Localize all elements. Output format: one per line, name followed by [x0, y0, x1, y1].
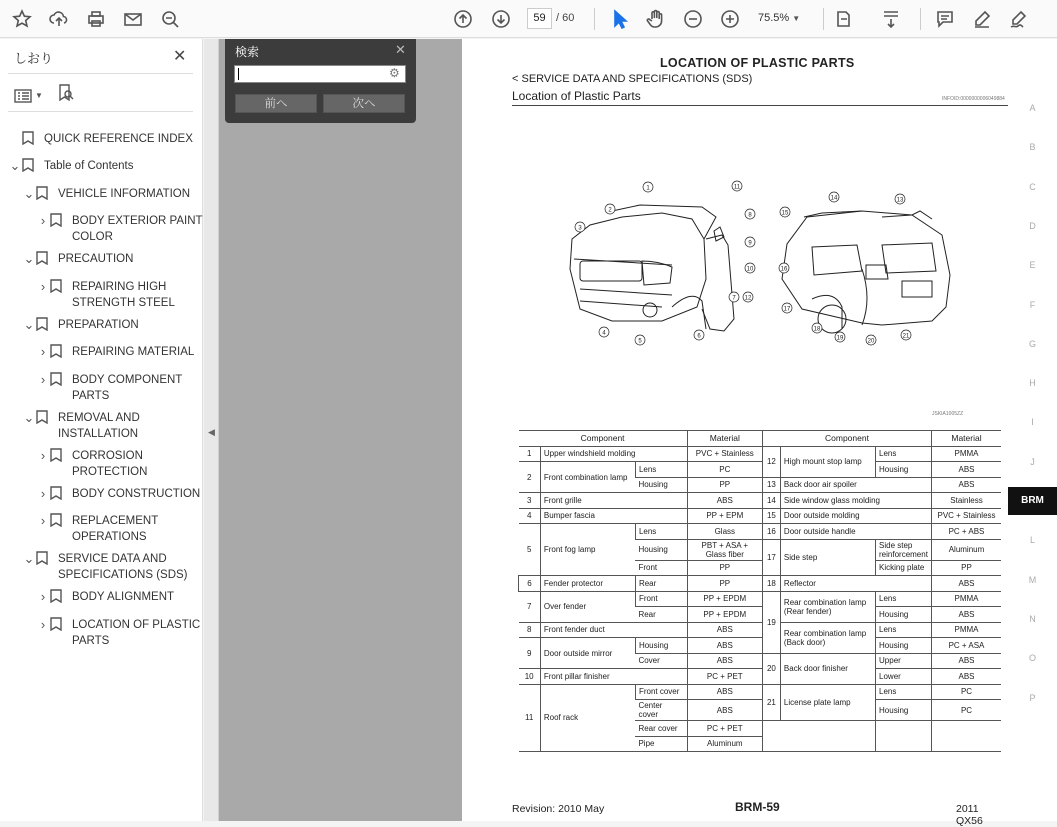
- footer-page-code: BRM-59: [735, 800, 780, 814]
- chevron-right-icon[interactable]: ›: [40, 279, 46, 294]
- chevron-right-icon[interactable]: ›: [40, 448, 46, 463]
- vehicle-illustration: [462, 39, 1008, 419]
- index-tab-m[interactable]: M: [1028, 574, 1037, 585]
- select-cursor-icon[interactable]: [607, 7, 631, 31]
- bookmark-item[interactable]: [8, 158, 203, 174]
- bookmark-label: Table of Contents: [44, 160, 134, 172]
- zoom-search-icon[interactable]: [158, 7, 182, 31]
- page-total: / 60: [556, 12, 575, 24]
- illustration-code: JSKIA1005ZZ: [932, 411, 964, 417]
- index-tab-d[interactable]: D: [1029, 220, 1036, 231]
- mail-icon[interactable]: [121, 7, 145, 31]
- bookmark-label: PREPARATION: [58, 319, 139, 331]
- index-tab-l[interactable]: L: [1029, 535, 1035, 546]
- callout-label: 6: [697, 333, 701, 340]
- page-number-input[interactable]: 59: [527, 8, 552, 29]
- print-icon[interactable]: [84, 7, 108, 31]
- callout-label: 14: [830, 195, 838, 202]
- close-icon[interactable]: ✕: [395, 42, 406, 57]
- bookmark-item[interactable]: [22, 551, 203, 583]
- bookmark-item[interactable]: [22, 317, 203, 333]
- bookmark-icon: [22, 158, 36, 172]
- highlight-pen-icon[interactable]: [970, 7, 994, 31]
- header-component: Component: [519, 431, 688, 447]
- index-tab-n[interactable]: N: [1029, 613, 1036, 624]
- chevron-right-icon: [8, 131, 22, 147]
- chevron-down-icon[interactable]: ⌄: [23, 410, 35, 425]
- bookmark-icon: [50, 617, 64, 631]
- chevron-right-icon[interactable]: ›: [40, 513, 46, 528]
- callout-label: 21: [902, 333, 910, 340]
- index-tab-o[interactable]: O: [1028, 653, 1036, 664]
- header-material: Material: [687, 431, 762, 447]
- bookmark-item[interactable]: [36, 372, 203, 404]
- callout-label: 13: [896, 197, 904, 204]
- callout-label: 1: [646, 185, 650, 192]
- chevron-right-icon[interactable]: ›: [40, 344, 46, 359]
- chevron-down-icon: ▼: [792, 14, 801, 23]
- star-icon[interactable]: [10, 7, 34, 31]
- chevron-right-icon[interactable]: ›: [40, 486, 46, 501]
- bookmark-icon: [36, 317, 50, 331]
- index-tab-g[interactable]: G: [1028, 338, 1036, 349]
- callout-label: 12: [744, 295, 752, 302]
- index-tab-i[interactable]: I: [1031, 417, 1034, 428]
- bookmark-label: BODY CONSTRUCTION: [72, 488, 201, 500]
- zoom-level-value: 75.5%: [758, 12, 790, 24]
- find-prev-button[interactable]: 前へ: [235, 94, 317, 113]
- bookmark-item[interactable]: [36, 448, 203, 480]
- callout-label: 8: [748, 212, 752, 219]
- toolbar-divider: [920, 8, 921, 30]
- callout-label: 15: [781, 210, 789, 217]
- chevron-down-icon[interactable]: ⌄: [23, 186, 35, 201]
- callout-label: 9: [748, 240, 752, 247]
- bookmark-icon: [50, 344, 64, 358]
- chevron-right-icon[interactable]: ›: [40, 372, 46, 387]
- zoom-out-icon[interactable]: [681, 7, 705, 31]
- callout-label: 11: [733, 184, 741, 191]
- divider: [8, 73, 193, 74]
- bookmark-label: VEHICLE INFORMATION: [58, 188, 191, 200]
- callout-label: 16: [780, 266, 788, 273]
- toolbar-divider: [823, 8, 824, 30]
- bookmark-item[interactable]: [36, 486, 203, 502]
- chevron-right-icon[interactable]: ›: [40, 589, 46, 604]
- panel-title: しおり: [14, 51, 54, 66]
- footer-model: 2011 QX56: [956, 803, 983, 827]
- chevron-down-icon[interactable]: ⌄: [23, 317, 35, 332]
- bookmark-search-icon[interactable]: [57, 84, 75, 107]
- hand-icon[interactable]: [644, 7, 668, 31]
- chevron-down-icon[interactable]: ⌄: [23, 551, 35, 566]
- sign-icon[interactable]: [1007, 7, 1031, 31]
- plastic-parts-table: Component Material Component Material 1 Upper windshield molding PVC + Stainless 12 High mount stop lamp Lens PMMA 2 Front combination lamp Lens PC Housing ABS Housing PP 13 Back door air spoiler ABS 3 Front grille ABS 14 Side window glass molding Stainless 4 Bumper fascia PP + EPM 15 Door outside molding PVC + Stainless 5 Front fog lamp Lens Glass 16 Door outside handle PC + ABS Housing PBT + ASA + Glass fiber 17 Side step Side step reinforcement Aluminum Front PP Kicking plate PP 6 Fender protector Rear PP 18 Reflector ABS 7 Over fender Front PP + EPDM 19 Rear combination lamp (Rear fender) Lens PMMA Rear PP + EPDM Housing ABS 8 Front fender duct ABS Rear combination lamp (Back door) Lens PMMA 9 Door outside mirror Housing ABS Housing PC + ASA Cover ABS 20 Back door finisher Upper ABS 10 Front pillar finisher PC + PET Lower ABS 11 Roof rack Front cover ABS 21 License plate lamp Lens PC Center cover ABS Housing PC Rear cover PC + PET Pipe Aluminum: [518, 430, 1001, 752]
- index-tab-j[interactable]: J: [1030, 456, 1035, 467]
- bookmark-label: REMOVAL AND INSTALLATION: [58, 412, 140, 440]
- close-icon[interactable]: ✕: [173, 48, 187, 65]
- bookmark-item[interactable]: [36, 279, 203, 311]
- chevron-right-icon[interactable]: ›: [40, 617, 46, 632]
- page-down-icon[interactable]: [489, 7, 513, 31]
- index-tab-e[interactable]: E: [1029, 260, 1036, 271]
- bookmark-label: QUICK REFERENCE INDEX: [44, 133, 193, 145]
- bookmark-label: REPAIRING HIGH STRENGTH STEEL: [72, 281, 175, 309]
- gear-icon[interactable]: ⚙: [389, 66, 400, 80]
- bookmark-label: SERVICE DATA AND SPECIFICATIONS (SDS): [58, 553, 188, 581]
- bookmark-label: BODY EXTERIOR PAINT COLOR: [72, 215, 203, 243]
- callout-label: 2: [608, 207, 612, 214]
- scroll-mode-icon[interactable]: [879, 7, 903, 31]
- bookmark-icon: [50, 589, 64, 603]
- index-tab-f[interactable]: F: [1029, 299, 1036, 310]
- page-up-icon[interactable]: [451, 7, 475, 31]
- index-tab-c[interactable]: C: [1029, 181, 1036, 192]
- bookmark-icon: [36, 551, 50, 565]
- index-tab-brm[interactable]: BRM: [1008, 487, 1057, 515]
- document-title: LOCATION OF PLASTIC PARTS: [660, 56, 855, 70]
- chevron-down-icon[interactable]: ⌄: [23, 251, 35, 266]
- list-options-icon[interactable]: ▼: [14, 89, 43, 103]
- index-tab-a[interactable]: A: [1029, 103, 1036, 113]
- upload-icon[interactable]: [47, 7, 71, 31]
- fit-page-icon[interactable]: [832, 7, 856, 31]
- section-index: [1008, 39, 1057, 821]
- panel-resize-handle[interactable]: [204, 39, 219, 821]
- find-input[interactable]: [234, 65, 406, 83]
- toolbar: [0, 0, 1057, 38]
- callout-label: 18: [813, 326, 821, 333]
- bookmark-item[interactable]: [22, 186, 203, 202]
- callout-label: 5: [638, 338, 642, 345]
- bookmark-item[interactable]: [8, 131, 203, 147]
- find-title: 検索: [235, 45, 260, 59]
- bookmark-label: BODY COMPONENT PARTS: [72, 374, 183, 402]
- bookmark-icon: [50, 279, 64, 293]
- index-tab-p[interactable]: P: [1029, 692, 1036, 703]
- header-material: Material: [932, 431, 1002, 447]
- bookmark-icon: [50, 372, 64, 386]
- bookmark-icon: [50, 448, 64, 462]
- bookmark-icon: [50, 486, 64, 500]
- zoom-in-icon[interactable]: [718, 7, 742, 31]
- callout-label: 3: [578, 225, 582, 232]
- find-dialog: [225, 39, 416, 123]
- callout-label: 20: [867, 338, 875, 345]
- text-cursor: [238, 68, 239, 80]
- index-tab-b[interactable]: B: [1029, 142, 1036, 153]
- pdf-page: [462, 39, 1008, 827]
- chevron-right-icon[interactable]: ›: [40, 213, 46, 228]
- toolbar-divider: [594, 8, 595, 30]
- bookmark-label: CORROSION PROTECTION: [72, 450, 148, 478]
- bookmark-icon: [36, 251, 50, 265]
- bookmark-item[interactable]: [36, 344, 203, 360]
- bookmark-item[interactable]: [22, 410, 203, 442]
- document-breadcrumb: < SERVICE DATA AND SPECIFICATIONS (SDS): [512, 73, 753, 85]
- document-subtitle: Location of Plastic Parts: [512, 89, 641, 103]
- callout-label: 19: [836, 335, 844, 342]
- bookmark-item[interactable]: [36, 617, 203, 649]
- bookmark-item[interactable]: [36, 513, 203, 545]
- callout-label: 4: [602, 330, 606, 337]
- bookmark-label: PRECAUTION: [58, 253, 134, 265]
- doc-info-code: INFOID:0000000006049884: [942, 96, 1005, 102]
- divider: [8, 111, 193, 112]
- find-next-button[interactable]: 次へ: [323, 94, 405, 113]
- bookmark-icon: [36, 410, 50, 424]
- bookmark-icon: [36, 186, 50, 200]
- callout-label: 17: [783, 306, 791, 313]
- viewer-background: [219, 39, 462, 821]
- bookmark-icon: [22, 131, 36, 145]
- bookmark-label: REPLACEMENT OPERATIONS: [72, 515, 159, 543]
- bookmark-item[interactable]: [22, 251, 203, 267]
- bookmark-icon: [50, 513, 64, 527]
- footer-revision: Revision: 2010 May: [512, 803, 605, 815]
- chevron-down-icon[interactable]: ⌄: [9, 158, 21, 173]
- bookmarks-panel: [0, 39, 203, 821]
- collapse-panel-icon[interactable]: ◀: [208, 427, 215, 437]
- header-component: Component: [762, 431, 931, 447]
- bookmark-label: BODY ALIGNMENT: [72, 591, 175, 603]
- bookmark-label: REPAIRING MATERIAL: [72, 346, 195, 358]
- bookmark-item[interactable]: [36, 589, 203, 605]
- callout-label: 10: [746, 266, 754, 273]
- bookmark-label: LOCATION OF PLASTIC PARTS: [72, 619, 201, 647]
- index-tab-h[interactable]: H: [1029, 378, 1036, 389]
- bookmark-icon: [50, 213, 64, 227]
- bookmark-item[interactable]: [36, 213, 203, 245]
- callout-label: 7: [732, 295, 736, 302]
- comment-icon[interactable]: [933, 7, 957, 31]
- zoom-level-dropdown[interactable]: [758, 8, 818, 29]
